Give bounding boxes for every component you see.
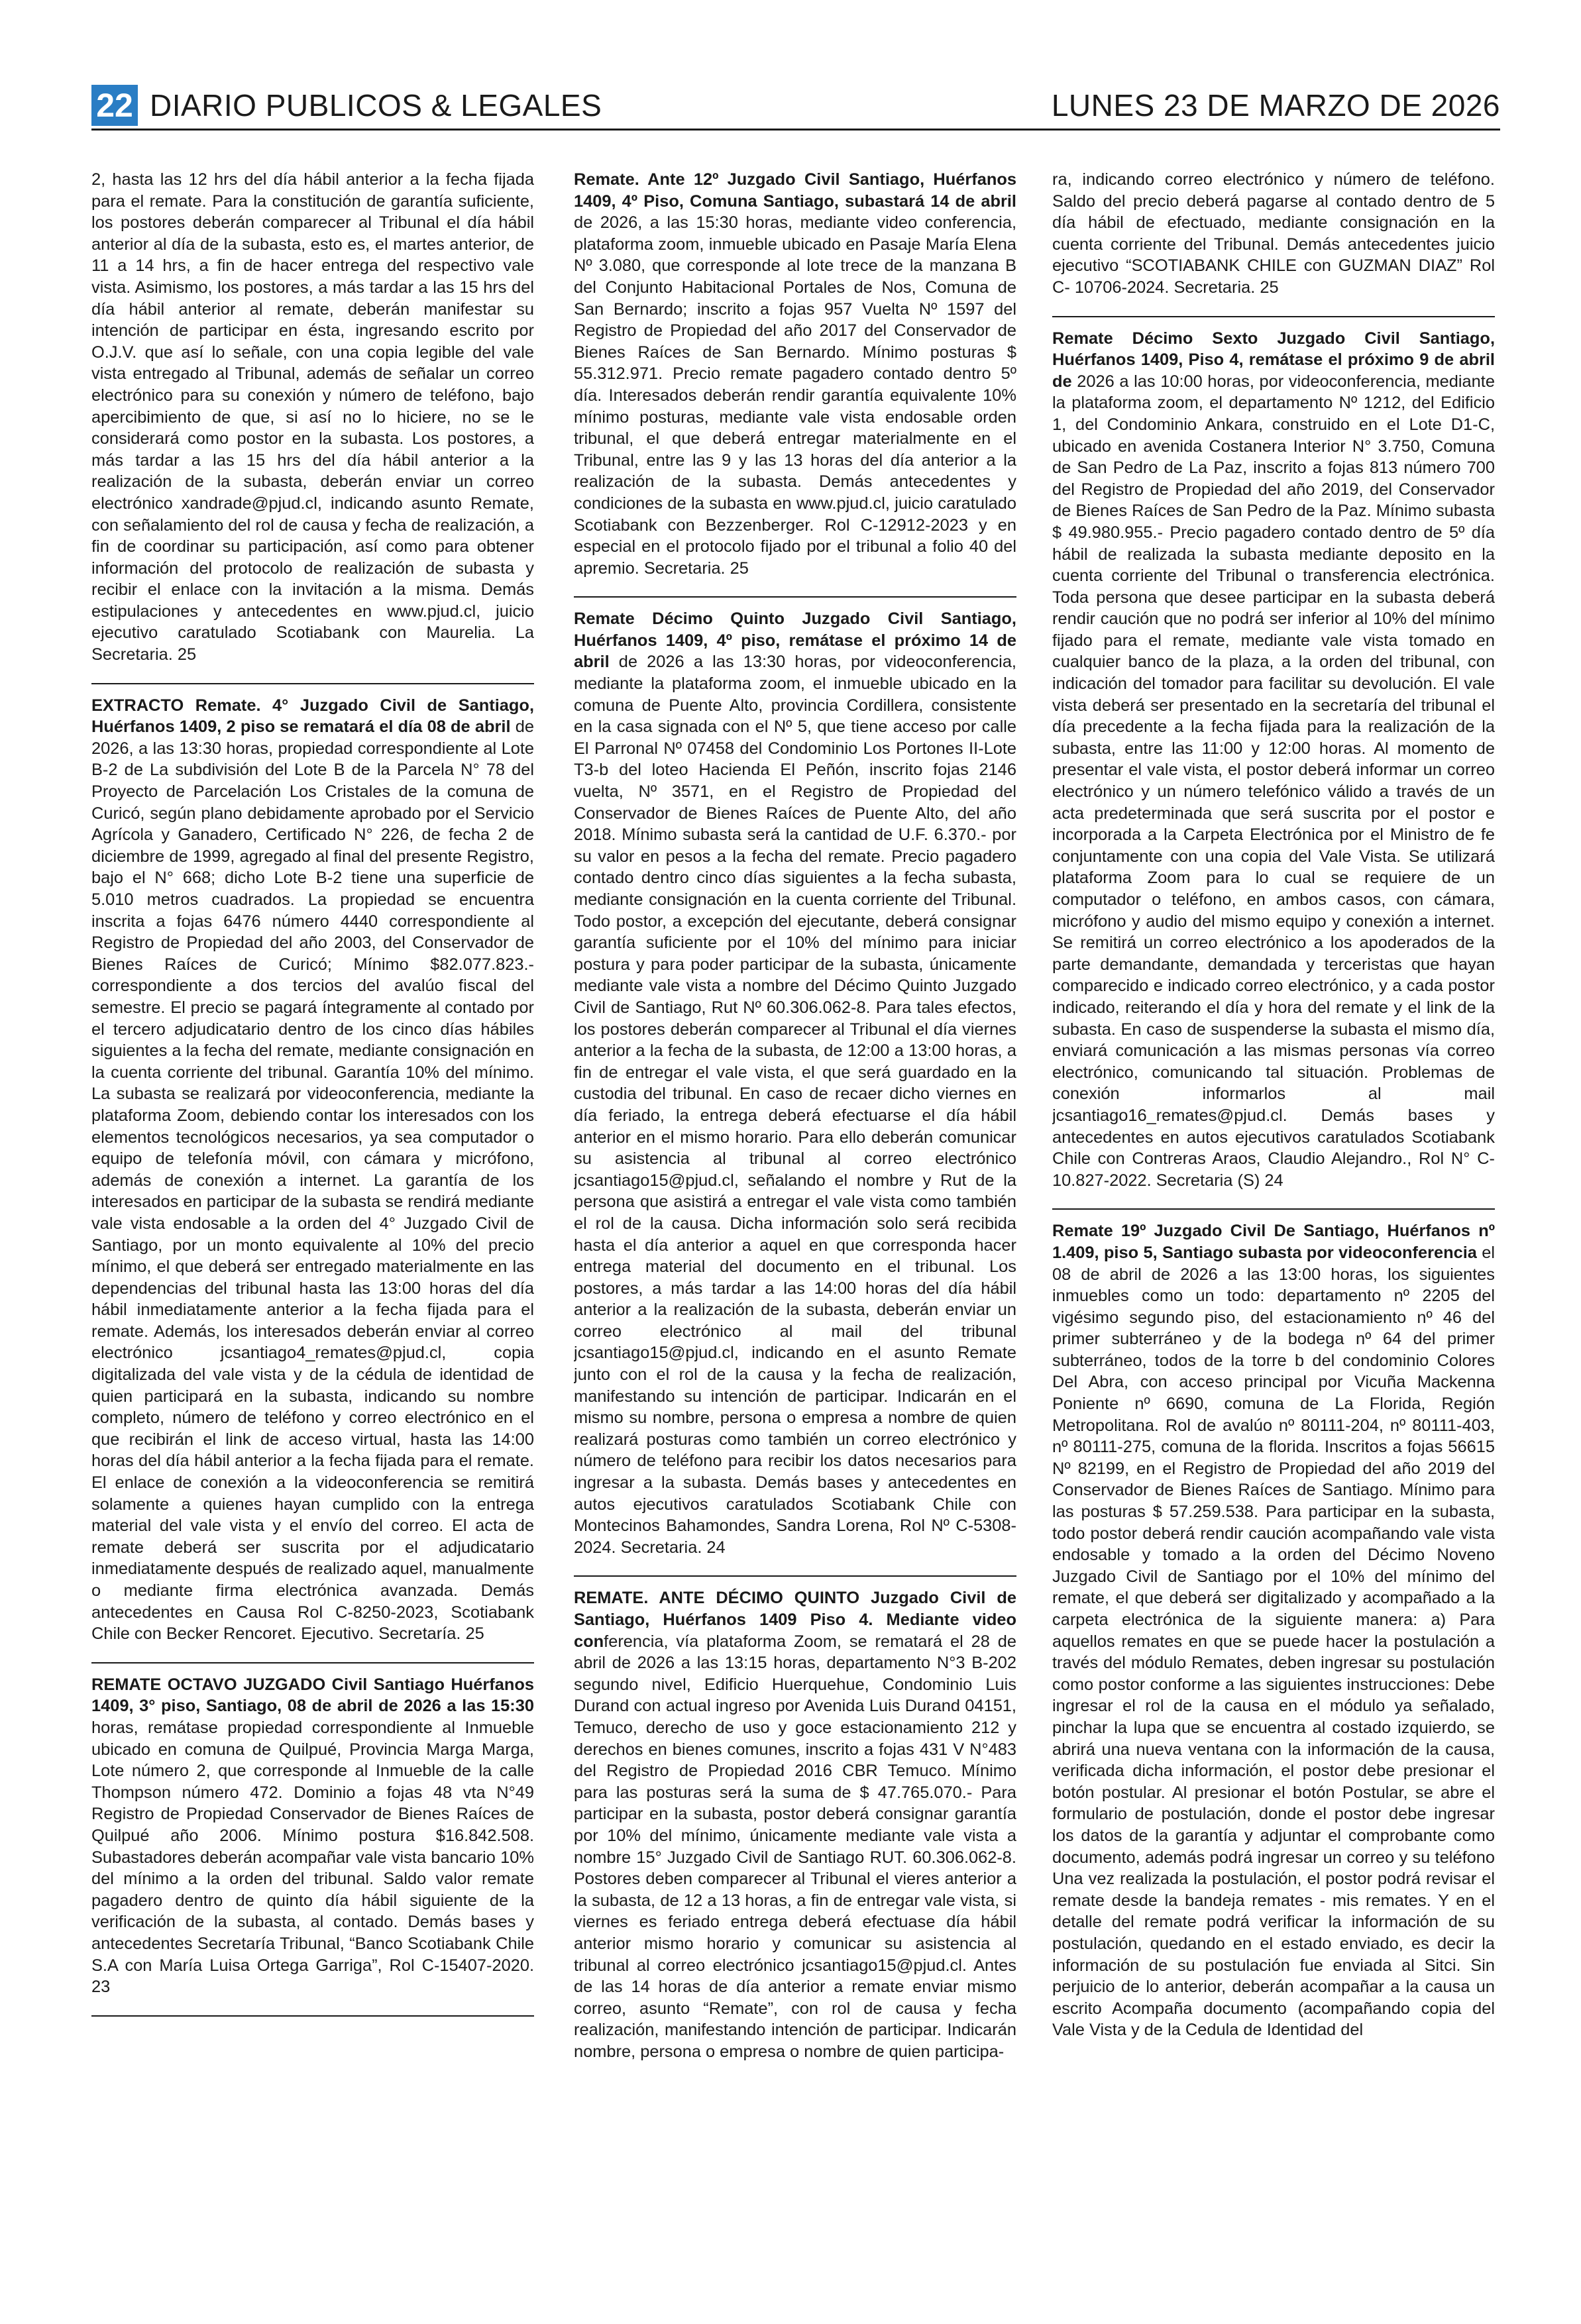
notice-separator [574,1575,1016,1577]
notice-separator [574,596,1016,598]
column-3 [1052,169,1495,2256]
notice-heading: REMATE. ANTE DÉCIMO QUINTO Juzgado Civil de Santiago, Huérfanos 1409 Piso 4. Mediante video con [574,1589,1016,1651]
notice-body: 2, hasta las 12 hrs del día hábil anterior a la fecha fijada para el remate. Para la constitución de garantía suficiente, los postores deberán comparecer al Tribunal el día hábil anterior al día de la subasta, esto es, el martes anterior, de 11 a 14 hrs, a fin de hacer entrega del respectivo vale vista. Asimismo, los postores, a más tardar a las 15 hrs del día hábil anterior al remate, deberán manifestar su intención de participar en ésta, ingresando escrito por O.J.V. que así lo señale, con una copia legible del vale vista entregado al Tribunal, además de señalar un correo electrónico para su conexión y número de teléfono, bajo apercibimiento de que, si así no lo hiciere, no se le considerará como postor en la subasta. Los postores, a más tardar a las 15 hrs del día hábil anterior a la realización de la subasta, deberán enviar un correo electrónico xandrade@pjud.cl, indicando asunto Remate, con señalamiento del rol de causa y fecha de realización, a fin de coordinar su participación, así como para obtener información del protocolo de realización de subasta y recibir el enlace con la invitación a la misma. Demás estipulaciones y antecedentes en www.pjud.cl, juicio ejecutivo caratulado Scotiabank con Maurelia. La Secretaria. 25 [91,170,534,664]
notice-body: de 2026, a las 13:30 horas, propiedad correspondiente al Lote B-2 de La subdivisión del Lote B de la Parcela N° 78 del Proyecto de Parcelación Los Cristales de la comuna de Curicó, según plano debidamente aprobado por el Servicio Agrícola y Ganadero, Certificado N° 226, de fecha 2 de diciembre de 1999, agregado al final del presente Registro, bajo el N° 668; dicho Lote B-2 tiene una superficie de 5.010 metros cuadrados. La propiedad se encuentra inscrita a fojas 6476 número 4440 correspondiente al Registro de Propiedad del año 2003, del Conservador de Bienes Raíces de Curicó; Mínimo $82.077.823.- correspondiente a dos tercios del avalúo fiscal del semestre. El precio se pagará íntegramente al contado por el tercero adjudicatario dentro de los cinco días hábiles siguientes a la fecha del remate, mediante consignación en la cuenta corriente del tribunal. Garantía 10% del mínimo. La subasta se realizará por videoconferencia, mediante la plataforma Zoom, debiendo contar los interesados con los elementos tecnológicos necesarios, ya sea computador o equipo de telefonía móvil, con cámara y micrófono, además de conexión a internet. La garantía de los interesados en participar de la subasta se rendirá mediante vale vista endosable a la orden del 4° Juzgado Civil de Santiago, por un monto equivalente al 10% del precio mínimo, el que deberá ser entregado materialmente en las dependencias del tribunal hasta las 13:00 horas del día hábil inmediatamente anterior a la fecha fijada para el remate. Además, los interesados deberán enviar al correo electrónico jcsantiago4_remates@pjud.cl, copia digitalizada del vale vista y de la cédula de identidad de quien participará en la subasta, indicando su nombre completo, número de teléfono y correo electrónico en el que recibirán el link de acceso virtual, hasta las 14:00 horas del día hábil anterior a la fecha fijada para el remate. El enlace de conexión a la videoconferencia se remitirá solamente a quienes hayan cumplido con la entrega material del vale vista y el envío del correo. El acta de remate deberá ser suscrita por el adjudicatario inmediatamente después de realizado aquel, manualmente o mediante firma electrónica avanzada. Demás antecedentes en Causa Rol C-8250-2023, Scotiabank Chile con Becker Rencoret. Ejecutivo. Secretaría. 25 [91,717,534,1644]
notice [1052,169,1495,307]
notice [91,1674,534,2006]
notice [1052,328,1495,1200]
notice-heading: Remate 19º Juzgado Civil De Santiago, Huérfanos nº 1.409, piso 5, Santiago subasta por videoconferencia [1052,1222,1495,1262]
notice-body: horas, remátase propiedad correspondiente al Inmueble ubicado en comuna de Quilpué, Provincia Marga Marga, Lote número 2, que corresponde al Inmueble de la calle Thompson número 472. Dominio a fojas 48 vta N°49 Registro de Propiedad Conservador de Bienes Raíces de Quilpué año 2006. Mínimo postura $16.842.508. Subastadores deberán acompañar vale vista bancario 10% del mínimo a la orden del tribunal. Saldo valor remate pagadero dentro de quinto día hábil siguiente de la verificación de la subasta, al contado. Demás bases y antecedentes Secretaría Tribunal, “Banco Scotiabank Chile S.A con María Luisa Ortega Garriga”, Rol C-15407-2020. 23 [91,1718,534,1997]
notice-heading: Remate. Ante 12º Juzgado Civil Santiago, Huérfanos 1409, 4º Piso, Comuna Santiago, subastará 14 de abril [574,170,1016,211]
notice-separator [1052,316,1495,317]
notice-heading: Remate Décimo Quinto Juzgado Civil Santiago, Huérfanos 1409, 4º piso, remátase el próximo 14 de abril [574,609,1016,672]
notice-separator [91,683,534,684]
notice-body: de 2026 a las 13:30 horas, por videoconferencia, mediante la plataforma zoom, el inmueble ubicado en la comuna de Puente Alto, provincia Cordillera, consistente en la casa signada con el Nº 5, que tiene acceso por calle El Parronal Nº 07458 del Condominio Los Portones II-Lote T3-b del loteo Hacienda El Peñón, inscrito fojas 2146 vuelta, Nº 3571, en el Registro de Propiedad del Conservador de Bienes Raíces de Puente Alto, del año 2018. Mínimo subasta será la cantidad de U.F. 6.370.- por su valor en pesos a la fecha del remate. Precio pagadero contado dentro cinco días siguientes a la fecha subasta, mediante consignación en la cuenta corriente del Tribunal. Todo postor, a excepción del ejecutante, deberá consignar garantía suficiente por el 10% del mínimo para iniciar postura y para poder participar de la subasta, únicamente mediante vale vista a nombre del Décimo Quinto Juzgado Civil de Santiago, Rut Nº 60.306.062-8. Para tales efectos, los postores deberán comparecer al Tribunal el día viernes anterior a la fecha de la subasta, de 12:00 a 13:00 horas, a fin de entregar el vale vista, el que será guardado en la custodia del tribunal. En caso de recaer dicho viernes en día feriado, la entrega deberá efectuarse el día hábil anterior en el mismo horario. Para ello deberán comunicar su asistencia al tribunal al correo electrónico jcsantiago15@pjud.cl, señalando el nombre y Rut de la persona que asistirá a entregar el vale vista como también el rol de la causa. Dicha información solo será recibida hasta el día anterior a aquel en que corresponda hacer entrega material del documento en el tribunal. Los postores, a más tardar a las 14:00 horas del día hábil anterior a la realización de la subasta, deberán enviar un correo electrónico al mail del tribunal jcsantiago15@pjud.cl, indicando en el asunto Remate junto con el rol de la causa y la fecha de realización, manifestando su intención de participar. Indicarán en el mismo su nombre, persona o empresa a nombre de quien realizará posturas como también un correo electrónico y número de teléfono para recibir los datos necesarios para ingresar a la subasta. Demás bases y antecedentes en autos ejecutivos caratulados Scotiabank Chile con Montecinos Bahamondes, Sandra Lorena, Rol Nº C-5308-2024. Secretaria. 24 [574,653,1016,1557]
notice-separator [91,2015,534,2017]
notice-heading: REMATE OCTAVO JUZGADO Civil Santiago Huérfanos 1409, 3° piso, Santiago, 08 de abril de 2026 a las 15:30 [91,1675,534,1716]
column-1 [91,169,534,2256]
notice-body: 2026 a las 10:00 horas, por videoconferencia, mediante la plataforma zoom, el departamento Nº 1212, del Edificio 1, del Condominio Ankara, construido en el Lote D1-C, ubicado en avenida Costanera Interior N° 3.750, Comuna de San Pedro de La Paz, inscrito a fojas 813 número 700 del Registro de Propiedad del año 2019, del Conservador de Bienes Raíces de San Pedro de la Paz. Mínimo subasta $ 49.980.955.- Precio pagadero contado dentro de 5º día hábil de realizada la subasta mediante deposito en la cuenta corriente del Tribunal o transferencia electrónica. Toda persona que desee participar en la subasta deberá rendir caución que no podrá ser inferior al 10% del mínimo fijado para el remate, mediante vale vista tomado en cualquier banco de la plaza, a la orden del tribunal, con indicación del tomador para facilitar su devolución. El vale vista deberá ser presentado en la secretaría del tribunal el día precedente a la fecha fijada para la realización de la subasta, entre las 11:00 y 12:00 horas. Al momento de presentar el vale vista, el postor deberá informar un correo electrónico y un número telefónico válido a través de un acta predeterminada que será suscrita por el postor e incorporada a la Carpeta Electrónica por el Ministro de fe conjuntamente con una copia del Vale Vista. Se utilizará plataforma Zoom para lo cual se requiere de un computador o teléfono, en ambos casos, con cámara, micrófono y audio del mismo equipo y conexión a internet. Se remitirá un correo electrónico a los apoderados de la parte demandante, demandada y terceristas que hayan comparecido e indicado correo electrónico, y a cada postor indicado, reiterando el día y hora del remate y el link de la subasta. En caso de suspenderse la subasta el mismo día, enviará comunicación a las mismas personas vía correo electrónico, comunicando tal situación. Problemas de conexión informarlos al mail jcsantiago16_remates@pjud.cl. Demás bases y antecedentes en autos ejecutivos caratulados Scotiabank Chile con Contreras Araos, Claudio Alejandro., Rol N° C-10.827-2022. Secretaria (S) 24 [1052,372,1495,1190]
notice-separator [91,1662,534,1664]
notice-body: de 2026, a las 15:30 horas, mediante video conferencia, plataforma zoom, inmueble ubicado en Pasaje María Elena Nº 3.080, que corresponde al lote trece de la manzana B del Conjunto Habitacional Portales de Nos, Comuna de San Bernardo; inscrito a fojas 957 Vuelta Nº 1597 del Registro de Propiedad del año 2017 del Conservador de Bienes Raíces de San Bernardo. Mínimo posturas $ 55.312.971. Precio remate pagadero contado dentro 5º día. Interesados deberán rendir garantía equivalente 10% mínimo posturas, mediante vale vista endosable orden tribunal, el que deberá entregar materialmente en el Tribunal, entre las 9 y las 13 horas del día anterior a la realización de la subasta. Demás antecedentes y condiciones de la subasta en www.pjud.cl, juicio caratulado Scotiabank con Bezzenberger. Rol C-12912-2023 y en especial en el protocolo fijado por el tribunal a folio 40 del apremio. Secretaria. 25 [574,213,1016,578]
notice-heading: EXTRACTO Remate. 4° Juzgado Civil de Santiago, Huérfanos 1409, 2 piso se rematará el día 08 de abril [91,696,534,737]
notice [574,608,1016,1566]
notice-body: el 08 de abril de 2026 a las 13:00 horas, los siguientes inmuebles como un todo: departamento nº 2205 del vigésimo segundo piso, del estacionamiento nº 46 del primer subterráneo y de la bodega nº 64 del primer subterráneo, todos de la torre b del condominio Colores Del Abra, con acceso principal por Vicuña Mackenna Poniente nº 6690, comuna de La Florida, Región Metropolitana. Rol de avalúo nº 80111-204, nº 80111-403, nº 80111-275, comuna de la florida. Inscritos a fojas 56615 Nº 82199, en el Registro de Propiedad del año 2019 del Conservador de Bienes Raíces de Santiago. Mínimo para las posturas $ 57.259.538. Para participar en la subasta, todo postor deberá rendir caución acompañando vale vista endosable y tomado a la orden del Décimo Noveno Juzgado Civil de Santiago por el 10% del mínimo del remate, el que deberá ser digitalizado y acompañado a la carpeta electrónica de la siguiente manera: a) Para aquellos remates en que se puede hacer la postulación a través del módulo Remates, deben ingresar su postulación como postor conforme a las siguientes instrucciones: Debe ingresar el rol de la causa en el módulo ya señalado, pinchar la lupa que se encuentra al costado izquierdo, se abrirá una nueva ventana con la información de la causa, verificada dicha información, el postor debe presionar el botón postular. Al presionar el botón Postular, se abre el formulario de postulación, donde el postor debe ingresar los datos de la garantía y adjuntar el comprobante como documento, además podrá ingresar un correo y su teléfono Una vez realizada la postulación, el postor podrá revisar el remate desde la bandeja remates - mis remates. Y en el detalle del remate podrá verificar la información de su postulación, quedando en el estado enviado, es decir la información de su postulación fue enviada al Sitci. Sin perjuicio de lo anterior, deberán acompañar a la causa un escrito Acompaña documento (acompañando copia del Vale Vista y de la Cedula de Identidad del [1052,1243,1495,2040]
notice [91,695,534,1653]
page-number: 22 [91,85,138,126]
notice [574,1587,1016,2070]
issue-date: LUNES 23 DE MARZO DE 2026 [1051,88,1500,123]
notice-separator [1052,1208,1495,1210]
notice [574,169,1016,587]
notice-body: ferencia, vía plataforma Zoom, se rematará el 28 de abril de 2026 a las 13:15 horas, departamento N°3 B-202 segundo nivel, Edificio Huerquehue, Condominio Luis Durand con actual ingreso por Avenida Luis Durand 04151, Temuco, derecho de uso y goce estacionamiento 212 y derechos en bienes comunes, inscrito a fojas 431 V N°483 del Registro de Propiedad 2016 CBR Temuco. Mínimo para las posturas será la suma de $ 47.765.070.- Para participar en la subasta, postor deberá consignar garantía por 10% del mínimo, únicamente mediante vale vista a nombre 15° Juzgado Civil de Santiago RUT. 60.306.062-8. Postores deben comparecer al Tribunal el vieres anterior a la subasta, de 12 a 13 horas, a fin de entregar vale vista, si viernes es feriado entrega deberá efectuase día hábil anterior mismo horario y comunicar su asistencia al tribunal al correo electrónico jcsantiago15@pjud.cl. Antes de las 14 horas de día anterior a remate enviar mismo correo, asunto “Remate”, con rol de causa y fecha realización, manifestando intención de participar. Indicarán nombre, persona o empresa o nombre de quien participa- [574,1632,1016,2061]
page-header [91,82,1500,131]
newspaper-name: DIARIO PUBLICOS & LEGALES [150,88,602,123]
notice-body: ra, indicando correo electrónico y número de teléfono. Saldo del precio deberá pagarse al contado dentro de 5 día hábil de efectuado, mediante consignación en la cuenta corriente del Tribunal. Demás antecedentes juicio ejecutivo “SCOTIABANK CHILE con GUZMAN DIAZ” Rol C- 10706-2024. Secretaria. 25 [1052,170,1495,297]
notice [91,169,534,674]
notice [1052,1220,1495,2049]
notice-heading: Remate Décimo Sexto Juzgado Civil Santiago, Huérfanos 1409, Piso 4, remátase el próximo 9 de abril de [1052,329,1495,391]
column-2 [574,169,1016,2256]
